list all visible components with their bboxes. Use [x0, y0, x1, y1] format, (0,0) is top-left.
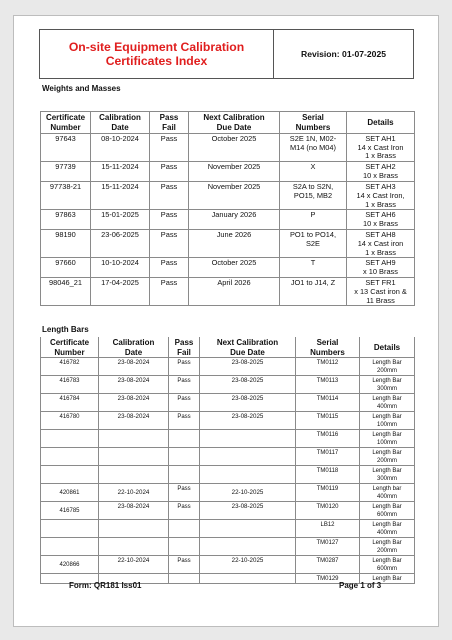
col-header-serial: Serial Numbers [296, 337, 360, 358]
length-section-title: Length Bars [42, 325, 89, 334]
title-line-2: Certificates Index [105, 54, 208, 68]
length-header-row [41, 337, 415, 358]
weights-section-title: Weights and Masses [42, 84, 121, 93]
col-header-certificate: Certificate Number [41, 112, 91, 134]
table-row: 420866 22-10-2024 Pass 22-10-2025 TM0287 Length Bar 600mm [41, 556, 415, 574]
table-row: TM0117 Length Bar 200mm [41, 448, 415, 466]
table-row: 98190 23-06-2025 Pass June 2026 PO1 to PO14, S2E SET AH8 14 x Cast iron 1 x Brass [41, 230, 415, 258]
col-header-serial: Serial Numbers [280, 112, 347, 134]
table-row: TM0127 Length Bar 200mm [41, 538, 415, 556]
table-row: TM0118 Length Bar 300mm [41, 466, 415, 484]
table-row: 416782 23-08-2024 Pass 23-08-2025 TM0112 Length Bar 200mm [41, 358, 415, 376]
col-header-next-due: Next Calibration Due Date [200, 337, 296, 358]
form-number: Form: QR181 Iss01 [69, 581, 142, 590]
col-header-calibration-date: Calibration Date [91, 112, 150, 134]
page-number: Page 1 of 3 [339, 581, 382, 590]
col-header-certificate: Certificate Number [41, 337, 99, 358]
document-header [39, 29, 414, 79]
title-line-1: On-site Equipment Calibration [68, 40, 245, 54]
revision-label: Revision: 01-07-2025 [300, 49, 387, 59]
table-row: 98046_21 17-04-2025 Pass April 2026 JO1 to J14, Z SET FR1 x 13 Cast iron & 11 Brass [41, 278, 415, 306]
table-row: TM0129 Length Bar [41, 574, 415, 584]
table-row: 97738-21 15-11-2024 Pass November 2025 S2A to S2N, PO15, MB2 SET AH3 14 x Cast Iron, 1 x Brass [41, 182, 415, 210]
col-header-pass-fail: Pass Fail [169, 337, 200, 358]
col-header-details: Details [347, 112, 415, 134]
table-row: TM0116 Length Bar 100mm [41, 430, 415, 448]
document-page [13, 15, 439, 627]
table-row: 97863 15-01-2025 Pass January 2026 P SET AH6 10 x Brass [41, 210, 415, 230]
col-header-calibration-date: Calibration Date [99, 337, 169, 358]
table-row: 97643 08-10-2024 Pass October 2025 S2E 1N, M02- M14 (no M04) SET AH1 14 x Cast Iron 1 x Brass [41, 134, 415, 162]
table-row: 420861 22-10-2024 Pass 22-10-2025 TM0119 Length bar 400mm [41, 484, 415, 502]
table-row: 97739 15-11-2024 Pass November 2025 X SET AH2 10 x Brass [41, 162, 415, 182]
col-header-next-due: Next Calibration Due Date [189, 112, 280, 134]
document-title [40, 30, 274, 78]
weights-table [40, 111, 415, 306]
table-row: LB12 Length Bar 400mm [41, 520, 415, 538]
length-table [40, 337, 415, 584]
table-row: 97660 10-10-2024 Pass October 2025 T SET AH9 x 10 Brass [41, 258, 415, 278]
table-row: 416783 23-08-2024 Pass 23-08-2025 TM0113 Length Bar 300mm [41, 376, 415, 394]
col-header-details: Details [360, 337, 415, 358]
table-row: 416784 23-08-2024 Pass 23-08-2025 TM0114 Length Bar 400mm [41, 394, 415, 412]
col-header-pass-fail: Pass Fail [150, 112, 189, 134]
table-row: 416785 23-08-2024 Pass 23-08-2025 TM0120 Length Bar 600mm [41, 502, 415, 520]
weights-header-row [41, 112, 415, 134]
table-row: 416780 23-08-2024 Pass 23-08-2025 TM0115 Length Bar 100mm [41, 412, 415, 430]
